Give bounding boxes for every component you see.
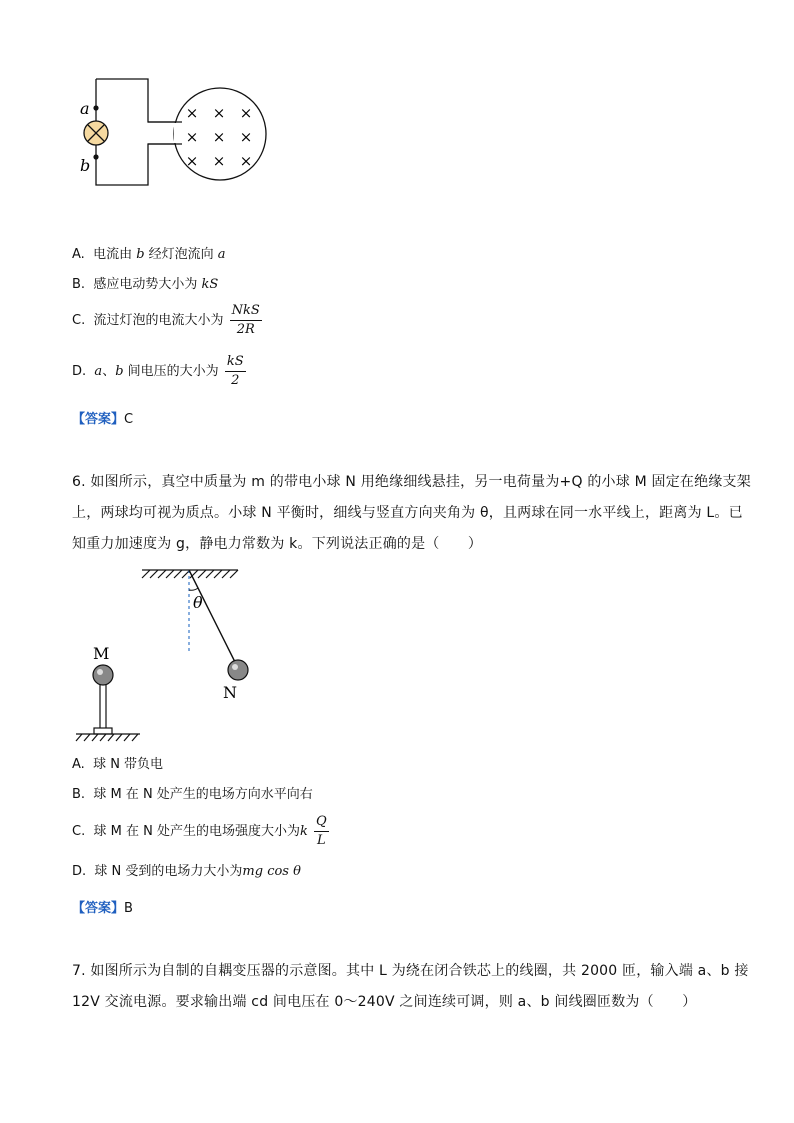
svg-text:×: × [212, 152, 226, 170]
svg-text:×: × [239, 104, 253, 122]
ball-m [93, 665, 113, 685]
label-n: N [223, 683, 237, 702]
ball-n [228, 660, 248, 680]
q7-line-2: 12V 交流电源。要求输出端 cd 间电压在 0～240V 之间连续可调，则 a、b 间线圈匝数为（ ） [72, 994, 697, 1010]
magnetic-field-marks [186, 104, 253, 170]
svg-text:×: × [212, 128, 226, 146]
label-m: M [93, 644, 110, 663]
label-b: b [80, 156, 91, 175]
thread [189, 570, 236, 664]
svg-text:×: × [185, 128, 199, 146]
fraction-nks-2r: $\frac{\text{NkS}}{2R}$ [231, 303, 260, 337]
q5-option-b: B. 感应电动势大小为 kS [72, 277, 219, 292]
svg-text:×: × [185, 152, 199, 170]
lamp-icon [84, 121, 108, 145]
q6-answer: 【答案】B [72, 901, 133, 916]
q7-line-1: 7. 如图所示为自制的自耦变压器的示意图。其中 L 为绕在闭合铁芯上的线圈，共 2000 匝，输入端 a、b 接 [72, 963, 749, 979]
q6-line-1: 6. 如图所示，真空中质量为 m 的带电小球 N 用绝缘细线悬挂，另一电荷量为+Q 的小球 M 固定在绝缘支架 [72, 474, 751, 490]
circuit-figure [70, 70, 290, 200]
q5-option-a: A. 电流由 b 经灯泡流向 a [72, 247, 226, 262]
q6-option-c: C. 球 M 在 N 处产生的电场强度大小为k $\frac{Q}{L}$ [72, 814, 327, 848]
insulating-stand [76, 685, 140, 741]
pendulum-figure [70, 560, 270, 750]
q6-option-a: A. 球 N 带负电 [72, 757, 164, 772]
svg-text:×: × [185, 104, 199, 122]
q5-option-c: C. 流过灯泡的电流大小为 $\frac{\text{NkS}}{2R}$ [72, 303, 260, 337]
q6-option-d: D. 球 N 受到的电场力大小为mg cos θ [72, 864, 301, 879]
svg-text:×: × [239, 128, 253, 146]
angle-theta-label: θ [193, 593, 203, 612]
svg-text:×: × [212, 104, 226, 122]
fraction-ks-2: $\frac{kS}{2}$ [226, 354, 244, 388]
q5-answer: 【答案】C [72, 412, 134, 427]
label-a: a [80, 99, 90, 118]
q6-option-b: B. 球 M 在 N 处产生的电场方向水平向右 [72, 787, 313, 802]
fraction-q-l: $\frac{Q}{L}$ [316, 814, 327, 848]
svg-text:×: × [239, 152, 253, 170]
q6-line-3: 知重力加速度为 g，静电力常数为 k。下列说法正确的是（ ） [72, 536, 483, 552]
q5-option-d: D. a、b 间电压的大小为 $\frac{kS}{2}$ [72, 354, 244, 388]
q6-line-2: 上，两球均可视为质点。小球 N 平衡时，细线与竖直方向夹角为 θ，且两球在同一水平线上，距离为 L。已 [72, 505, 743, 521]
